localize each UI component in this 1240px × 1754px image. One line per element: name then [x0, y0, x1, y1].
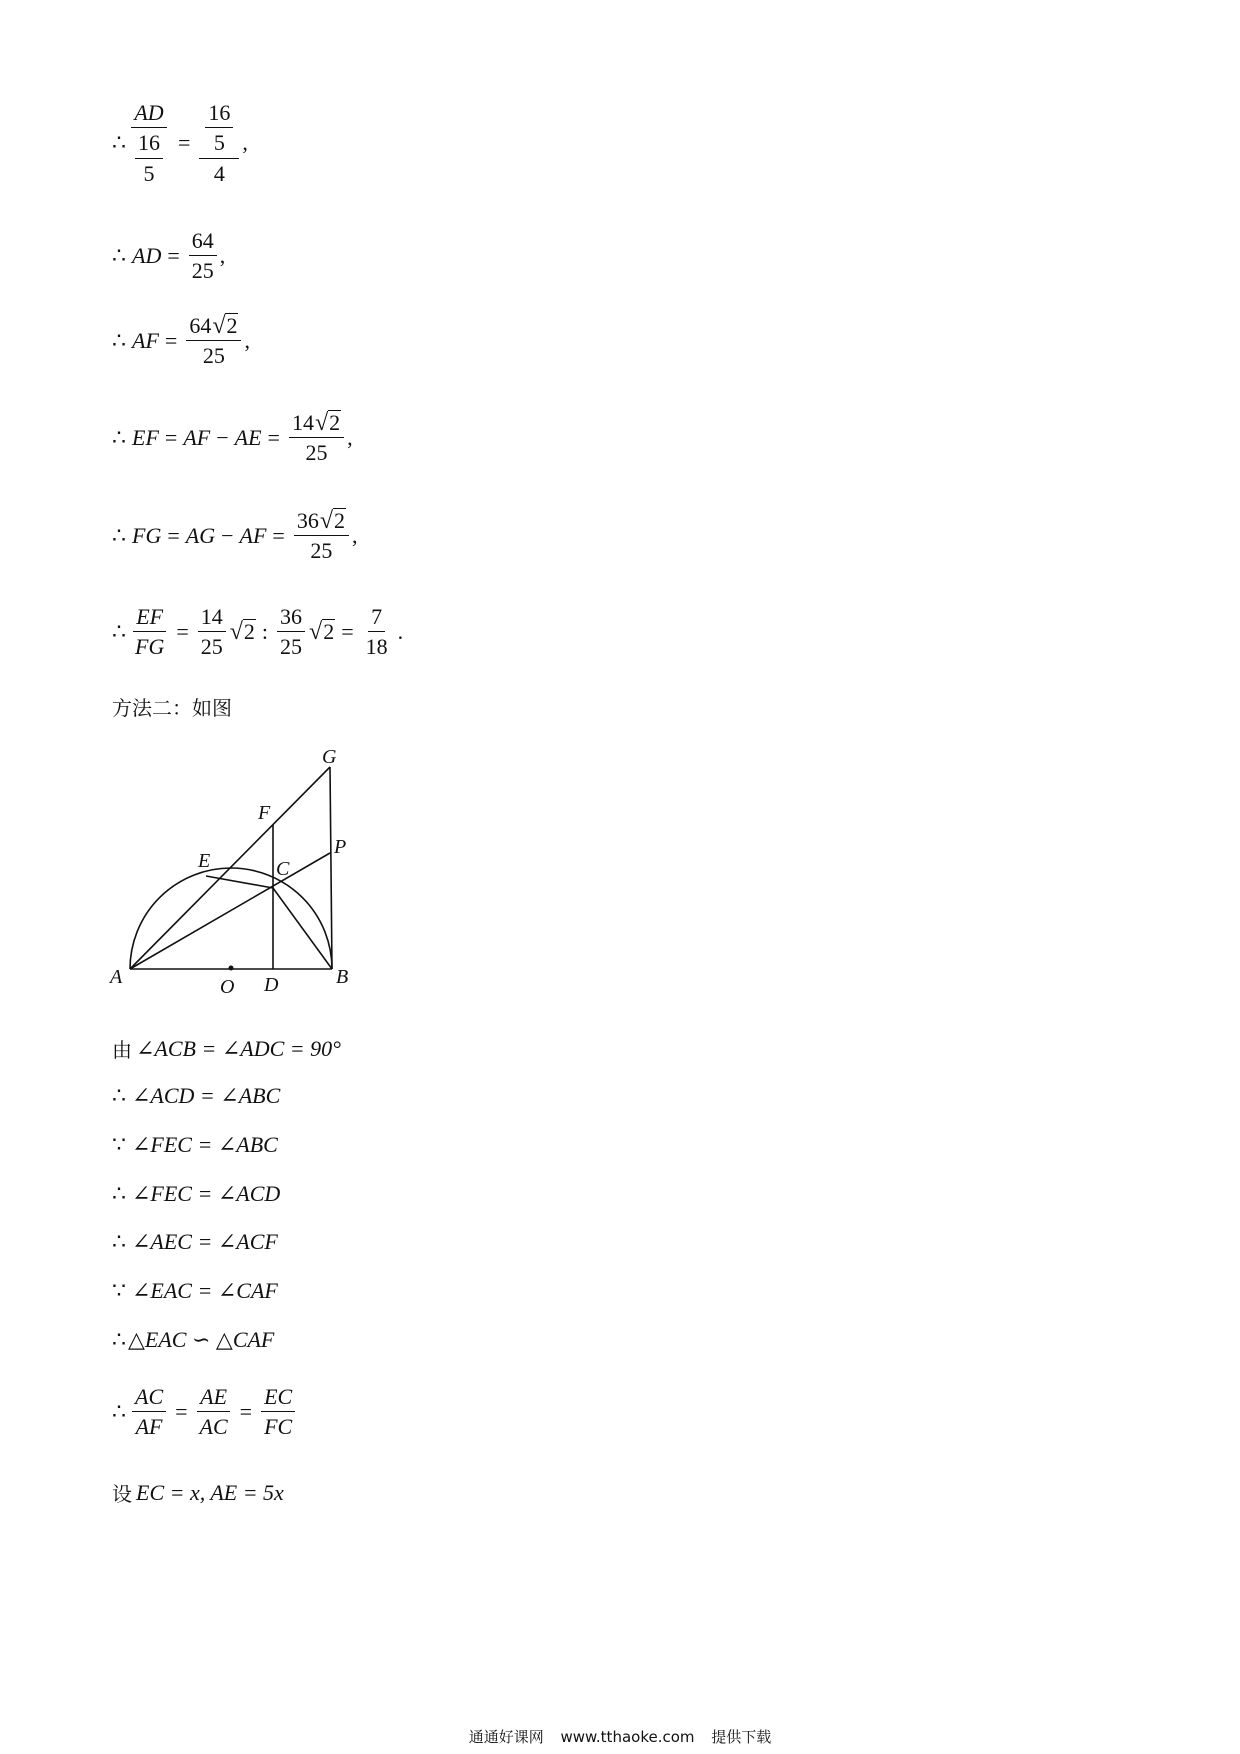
therefore-symbol: ∴ — [112, 129, 126, 155]
step-eac-caf: ∵ ∠EAC = ∠CAF — [112, 1278, 278, 1303]
step-aec-acf: ∴ ∠AEC = ∠ACF — [112, 1229, 278, 1254]
step-let-ec-x: 设 EC = x, AE = 5x — [112, 1479, 284, 1506]
footer-download-text: 提供下载 — [711, 1728, 772, 1746]
fraction-ae-ac: $\frac{AE}{AC}$ — [197, 1384, 231, 1440]
equation-ad-value: ∴ AD = $\frac{64}{25}$ , — [112, 228, 226, 284]
step-acd-abc: ∴ ∠ACD = ∠ABC — [112, 1083, 281, 1108]
label-b: B — [336, 966, 349, 988]
step-proportion: ∴ $\frac{AC}{AF}$ = $\frac{AE}{AC}$ = $\frac{EC}{FC}$ — [112, 1384, 298, 1440]
fraction-16-5-over-4: $\frac{\frac{16}{5}}{4}$ — [199, 100, 239, 186]
therefore-symbol: ∴ — [112, 1229, 126, 1254]
therefore-symbol: ∴ — [112, 1327, 126, 1352]
step-fec-abc: ∵ ∠FEC = ∠ABC — [112, 1132, 278, 1157]
therefore-symbol: ∴ — [112, 1398, 126, 1424]
segment-ap — [130, 853, 330, 969]
equation-af-value: ∴ AF = 64 √ 2 25 , — [112, 313, 250, 369]
label-d: D — [264, 974, 279, 996]
footer-url: www.tthaoke.com — [560, 1728, 695, 1746]
therefore-symbol: ∴ — [112, 1083, 126, 1108]
label-a: A — [110, 966, 123, 988]
because-symbol: ∵ — [112, 1278, 126, 1303]
footer-site-name: 通通好课网 — [468, 1728, 544, 1746]
therefore-symbol: ∴ — [112, 242, 126, 268]
label-o: O — [220, 976, 235, 998]
fraction-ac-af: $\frac{AC}{AF}$ — [132, 1384, 166, 1440]
because-symbol: ∵ — [112, 1132, 126, 1157]
step-similar-triangles: ∴ △EAC ∽ △CAF — [112, 1327, 275, 1352]
fraction-36sqrt2-25: 36 √ 2 25 — [294, 508, 349, 564]
center-point-o — [229, 966, 234, 971]
label-f: F — [258, 802, 271, 824]
therefore-symbol: ∴ — [112, 618, 126, 644]
fraction-14-25: $\frac{14}{25}$ — [198, 604, 226, 660]
fraction-ef-fg: $\frac{EF}{FG}$ — [135, 604, 165, 660]
fraction-36-25: $\frac{36}{25}$ — [277, 604, 305, 660]
fraction-7-18: $\frac{7}{18}$ — [365, 604, 388, 660]
geometry-figure — [108, 745, 368, 1005]
label-p: P — [334, 836, 347, 858]
semicircle — [130, 868, 332, 969]
therefore-symbol: ∴ — [112, 327, 126, 353]
step-fec-acd: ∴ ∠FEC = ∠ACD — [112, 1181, 281, 1206]
equation-ad-ratio: ∴ $\frac{AD}{\frac{16}{5}}$ = $\frac{\frac{16}{5}}{4}$ , — [112, 100, 248, 186]
equation-ef-fg-ratio: ∴ $\frac{EF}{FG}$ = $\frac{14}{25}$ √ 2 : $\frac{36}{25}$ √ 2 = $\frac{7}{18}$ . — [112, 604, 404, 660]
therefore-symbol: ∴ — [112, 424, 126, 450]
label-g: G — [322, 746, 337, 768]
fraction-64-25: $\frac{64}{25}$ — [189, 228, 217, 284]
therefore-symbol: ∴ — [112, 1181, 126, 1206]
segment-bg — [330, 767, 332, 969]
segment-ag — [130, 767, 330, 969]
step-right-angles: 由 ∠ACB = ∠ADC = 90° — [112, 1035, 341, 1062]
fraction-64sqrt2-25: 64 √ 2 25 — [186, 313, 241, 369]
method-two-label: 方法二：如图 — [112, 696, 232, 720]
fraction-ad-over-16-5: $\frac{AD}{\frac{16}{5}}$ — [129, 100, 169, 186]
fraction-14sqrt2-25: 14 √ 2 25 — [289, 410, 344, 466]
fraction-ec-fc: $\frac{EC}{FC}$ — [261, 1384, 295, 1440]
page-footer — [0, 1726, 1240, 1747]
equation-ef-value: ∴ EF = AF − AE = 14 √ 2 25 , — [112, 410, 353, 466]
equation-fg-value: ∴ FG = AG − AF = 36 √ 2 25 , — [112, 508, 358, 564]
therefore-symbol: ∴ — [112, 522, 126, 548]
label-c: C — [276, 858, 290, 880]
label-e: E — [198, 850, 211, 872]
